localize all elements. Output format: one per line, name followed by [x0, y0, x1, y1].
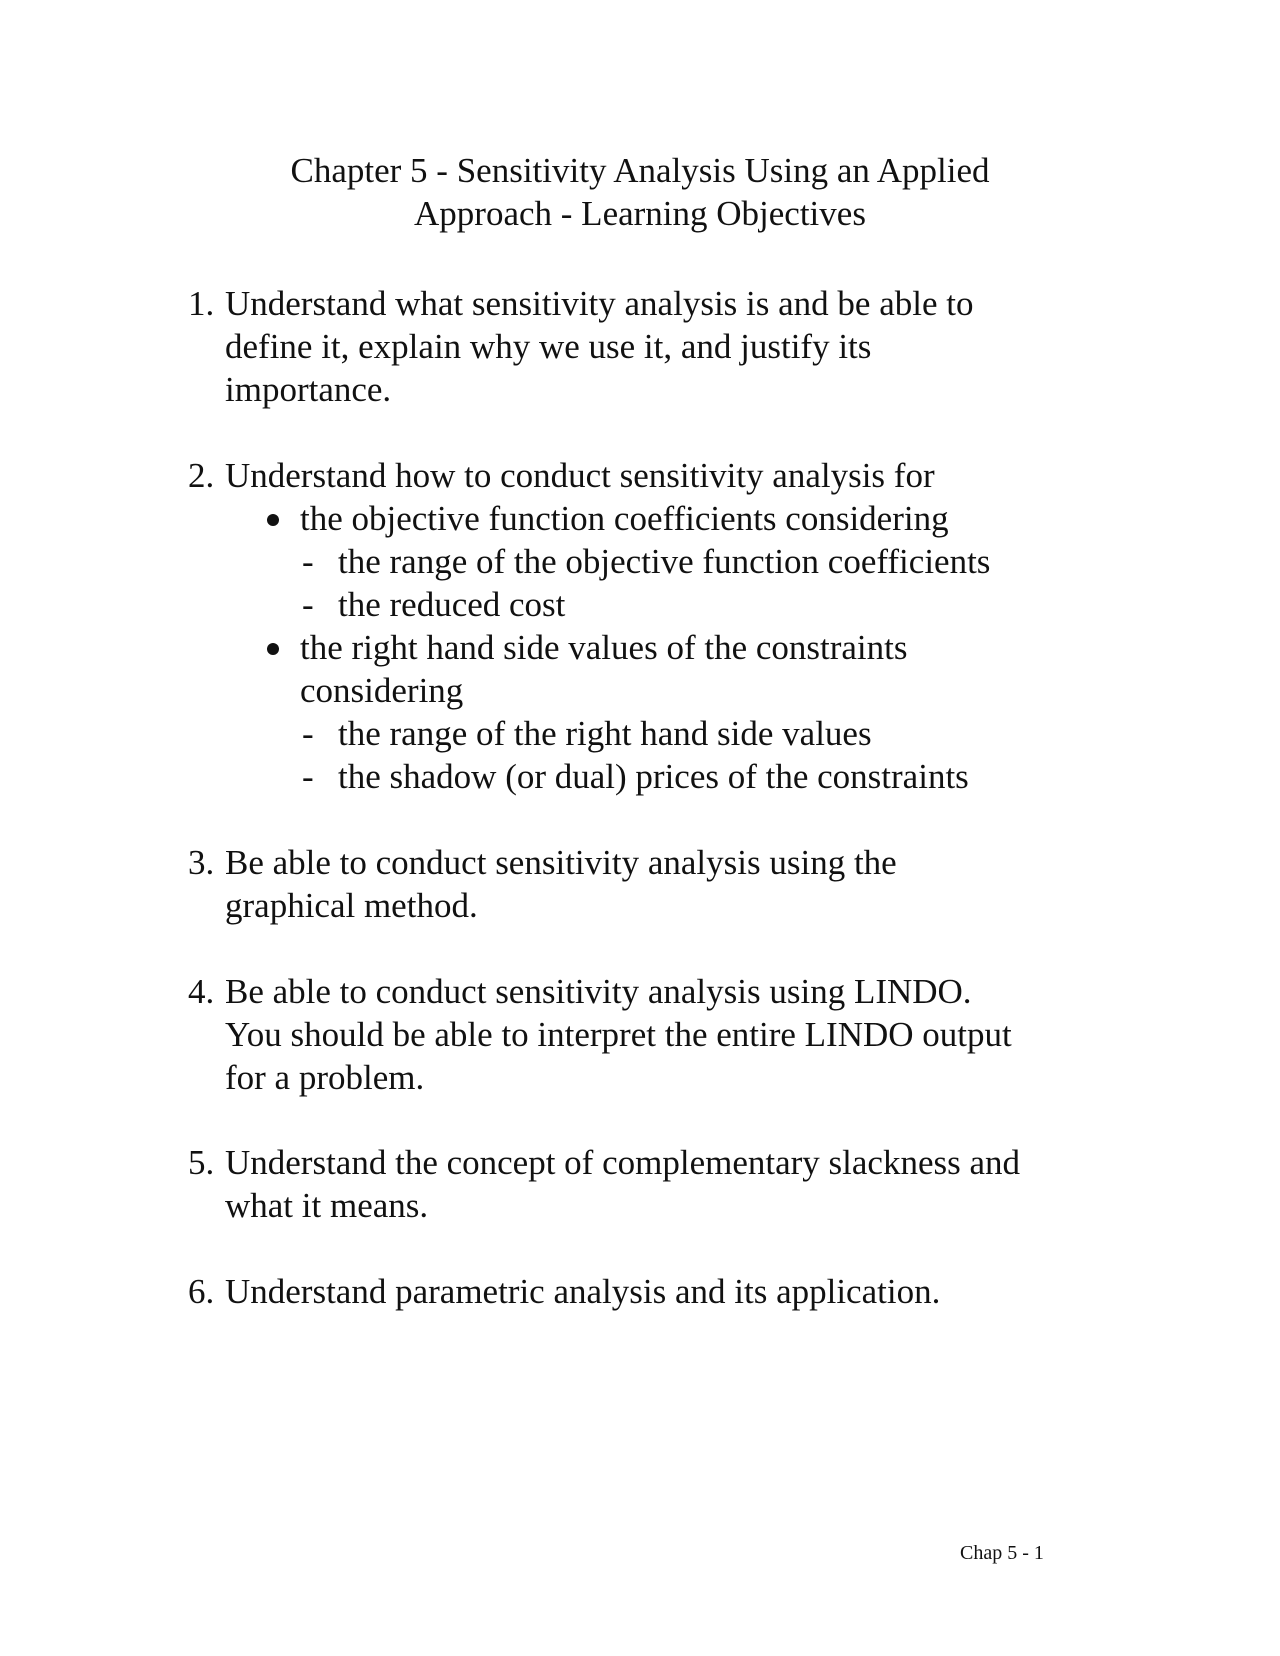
bullet-text: the right hand side values of the constraints: [300, 628, 908, 667]
dash-text: the range of the objective function coefficients: [338, 542, 991, 581]
title-line: Chapter 5 - Sensitivity Analysis Using an Applied: [290, 151, 990, 190]
objective-item: [188, 282, 1088, 411]
bullet-item: [300, 626, 1088, 712]
dash-item: [302, 755, 1088, 798]
objective-number: 4.: [188, 972, 215, 1011]
objective-number: 2.: [188, 456, 215, 495]
page-title: [0, 149, 1280, 235]
bullet-item: [300, 497, 1088, 540]
dash-text: the reduced cost: [338, 585, 566, 624]
objective-text-line: You should be able to interpret the entire LINDO output: [225, 1015, 1012, 1054]
objective-item: [188, 1141, 1088, 1227]
page-footer: Chap 5 - 1: [960, 1542, 1044, 1564]
dash-icon: -: [302, 585, 314, 624]
objective-text-line: importance.: [225, 370, 392, 409]
objective-text-line: graphical method.: [225, 886, 478, 925]
dash-item: [302, 712, 1088, 755]
objective-text-line: Understand how to conduct sensitivity analysis for: [225, 456, 935, 495]
objective-item: [188, 970, 1088, 1099]
dash-icon: -: [302, 714, 314, 753]
objective-number: 1.: [188, 284, 215, 323]
objective-number: 3.: [188, 843, 215, 882]
title-line: Approach - Learning Objectives: [414, 194, 866, 233]
objective-text-line: Be able to conduct sensitivity analysis using the: [225, 843, 897, 882]
objective-text-line: Understand parametric analysis and its application.: [225, 1272, 941, 1311]
objective-text-line: for a problem.: [225, 1058, 425, 1097]
objective-item: [188, 454, 1088, 798]
dash-icon: -: [302, 757, 314, 796]
objective-text-line: Be able to conduct sensitivity analysis using LINDO.: [225, 972, 972, 1011]
objective-text-line: define it, explain why we use it, and justify its: [225, 327, 872, 366]
bullet-icon: [267, 514, 279, 526]
bullet-text: the objective function coefficients considering: [300, 499, 949, 538]
bullet-icon: [267, 643, 279, 655]
objective-text-line: what it means.: [225, 1186, 429, 1225]
objective-item: [188, 1270, 1088, 1313]
dash-text: the range of the right hand side values: [338, 714, 872, 753]
objective-sublist: [188, 497, 1088, 798]
dash-text: the shadow (or dual) prices of the constraints: [338, 757, 969, 796]
dash-icon: -: [302, 542, 314, 581]
bullet-text: considering: [300, 671, 464, 710]
objective-item: [188, 841, 1088, 927]
objective-text-line: Understand what sensitivity analysis is and be able to: [225, 284, 974, 323]
dash-item: [302, 540, 1088, 583]
objective-number: 6.: [188, 1272, 215, 1311]
objective-text-line: Understand the concept of complementary slackness and: [225, 1143, 1021, 1182]
objective-number: 5.: [188, 1143, 215, 1182]
dash-item: [302, 583, 1088, 626]
